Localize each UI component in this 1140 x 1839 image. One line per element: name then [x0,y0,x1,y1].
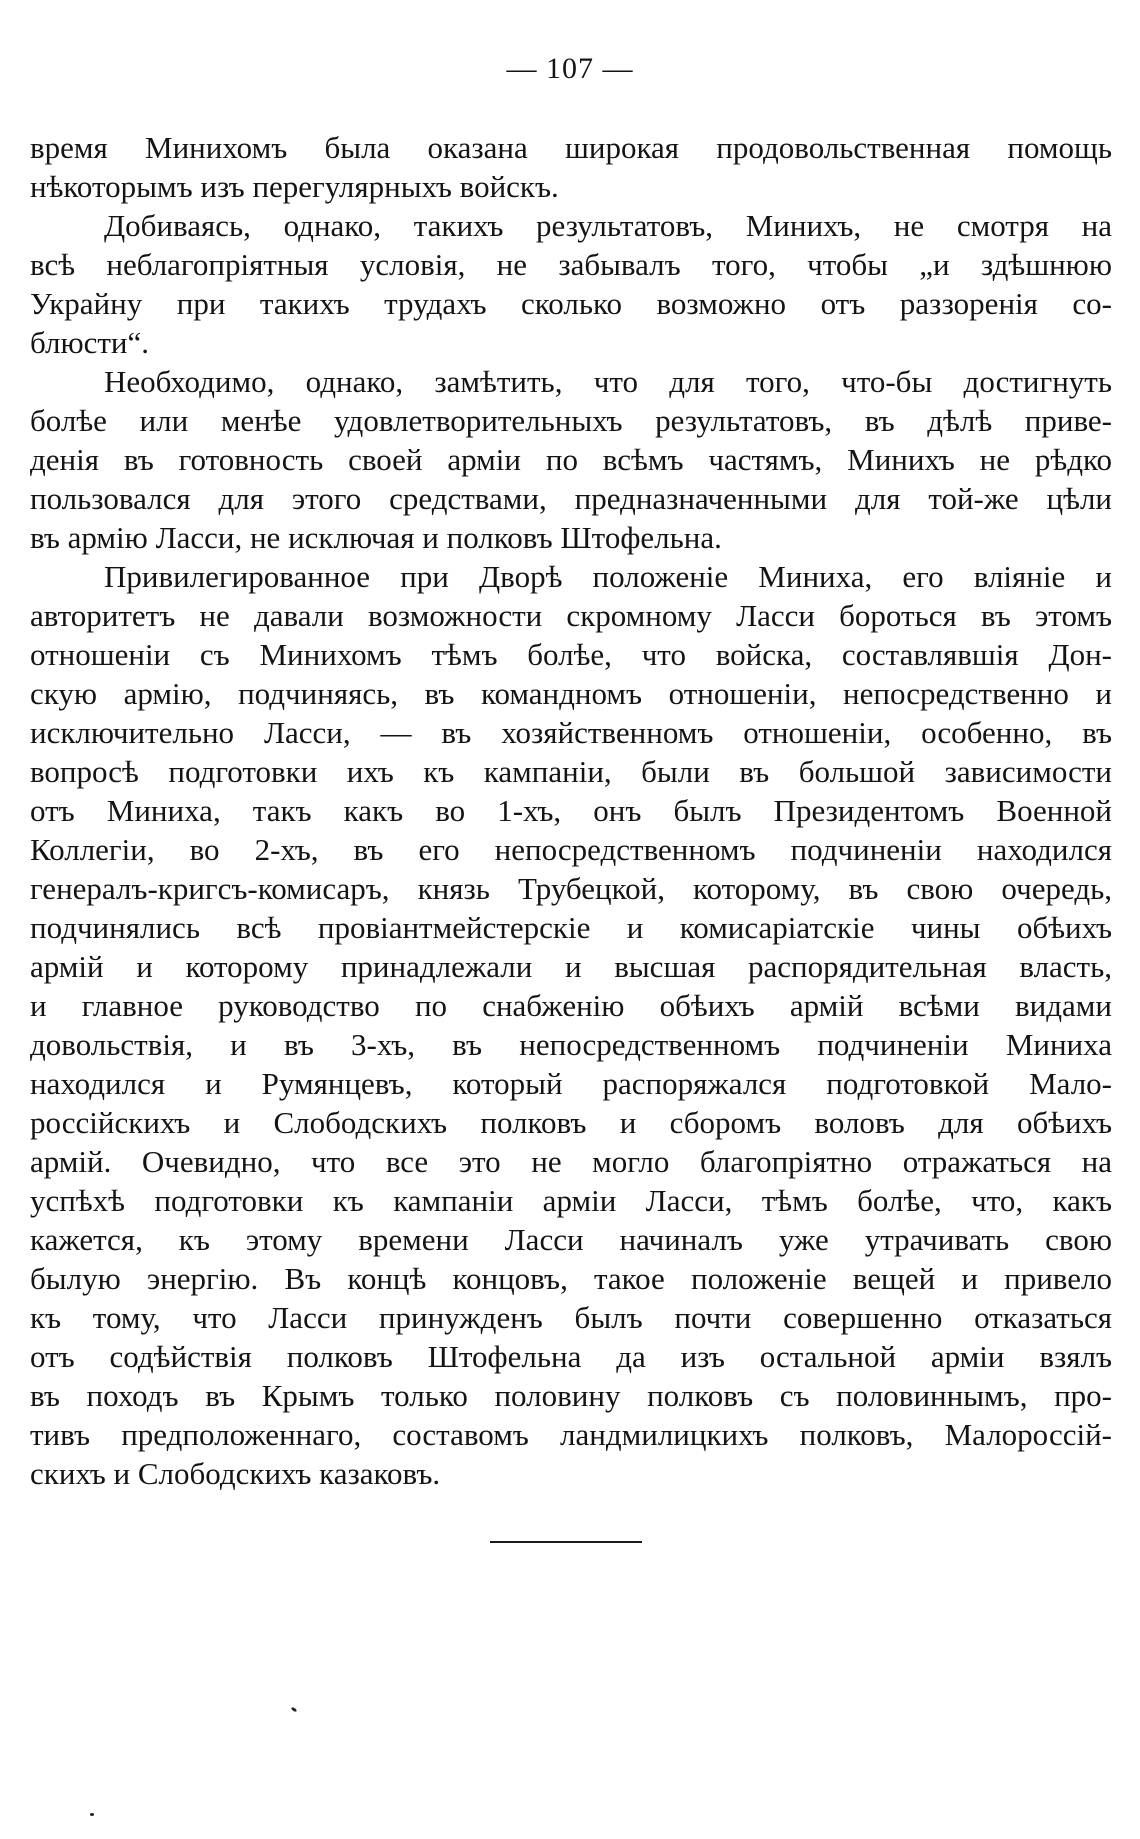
text-line: армій и которому принадлежали и высшая распорядительная власть, [30,949,1112,984]
text-line: россійскихъ и Слободскихъ полковъ и сборомъ воловъ для обѣихъ [30,1105,1112,1140]
text-line: денія въ готовность своей арміи по всѣмъ частямъ, Минихъ не рѣдко [30,442,1112,477]
text-line: былую энергію. Въ концѣ концовъ, такое положеніе вещей и привело [30,1261,1112,1296]
closing-rule [490,1541,642,1543]
page-number: — 107 — [506,52,634,85]
text-line: въ армію Ласси, не исключая и полковъ Штофельна. [30,520,722,555]
text-line: нѣкоторымъ изъ перегулярныхъ войскъ. [30,169,559,204]
text-line: болѣе или менѣе удовлетворительныхъ результатовъ, въ дѣлѣ приве- [30,403,1112,438]
paragraph-first-line: Привилегированное при Дворѣ положеніе Миниха, его вліяніе и [104,559,1112,594]
text-line: армій. Очевидно, что все это не могло благопріятно отражаться на [30,1144,1112,1179]
text-line: пользовался для этого средствами, предназначенными для той-же цѣли [30,481,1112,516]
text-line: находился и Румянцевъ, который распоряжался подготовкой Мало- [30,1066,1112,1101]
text-line: къ тому, что Ласси принужденъ былъ почти совершенно отказаться [30,1300,1112,1335]
text-line: отношеніи съ Минихомъ тѣмъ болѣе, что войска, составлявшія Дон- [30,637,1112,672]
paragraph-first-line: Необходимо, однако, замѣтить, что для того, что-бы достигнуть [104,364,1112,399]
text-line: всѣ неблагопріятныя условія, не забывалъ того, чтобы „и здѣшнюю [30,247,1112,282]
text-line: Украйну при такихъ трудахъ сколько возможно отъ раззоренія со- [30,286,1112,321]
text-line: и главное руководство по снабженію обѣихъ армій всѣми видами [30,988,1112,1023]
text-line: довольствія, и въ 3-хъ, въ непосредственномъ подчиненіи Миниха [30,1027,1112,1062]
text-line: кажется, къ этому времени Ласси начиналъ уже утрачивать свою [30,1222,1112,1257]
text-line: вопросѣ подготовки ихъ къ кампаніи, были въ большой зависимости [30,754,1112,789]
body-text [30,128,1112,1493]
text-line: скую армію, подчиняясь, въ командномъ отношеніи, непосредственно и [30,676,1112,711]
text-line: исключительно Ласси, — въ хозяйственномъ отношеніи, особенно, въ [30,715,1112,750]
text-line: скихъ и Слободскихъ казаковъ. [30,1456,441,1491]
paragraph-first-line: Добиваясь, однако, такихъ результатовъ, Минихъ, не смотря на [104,208,1112,243]
text-line: отъ Миниха, такъ какъ во 1-хъ, онъ былъ Президентомъ Военной [30,793,1112,828]
ink-speck [291,1707,298,1713]
text-line: Коллегіи, во 2-хъ, въ его непосредственномъ подчиненіи находился [30,832,1112,867]
text-line: успѣхѣ подготовки къ кампаніи арміи Ласси, тѣмъ болѣе, что, какъ [30,1183,1112,1218]
text-line: блюсти“. [30,325,150,360]
text-line: въ походъ въ Крымъ только половину полковъ съ половиннымъ, про- [30,1378,1112,1413]
text-line: время Минихомъ была оказана широкая продовольственная помощь [30,130,1112,165]
text-line: авторитетъ не давали возможности скромному Ласси бороться въ этомъ [30,598,1112,633]
text-line: отъ содѣйствія полковъ Штофельна да изъ остальной арміи взялъ [30,1339,1112,1374]
text-line: генералъ-кригсъ-комисаръ, князь Трубецкой, которому, въ свою очередь, [30,871,1112,906]
ink-speck [90,1813,94,1816]
text-line: подчинялись всѣ провіантмейстерскіе и комисаріатскіе чины обѣихъ [30,910,1112,945]
text-line: тивъ предположеннаго, составомъ ландмилицкихъ полковъ, Малороссій- [30,1417,1112,1452]
